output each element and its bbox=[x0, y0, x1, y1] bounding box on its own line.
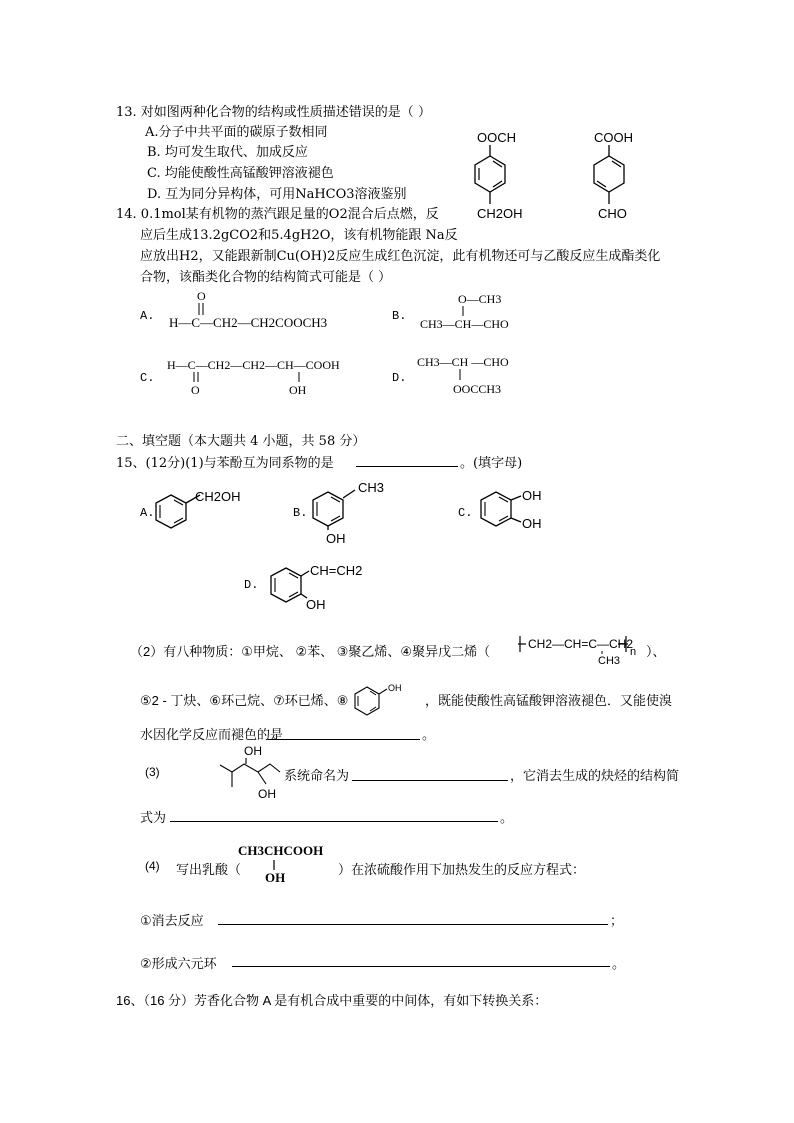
q15-part2-line2b: ，既能使酸性高锰酸钾溶液褪色．又能使溴 bbox=[425, 693, 673, 708]
q14-option-c-formula bbox=[165, 355, 375, 400]
section-2-heading: 二、填空题（本大题共 4 小题，共 58 分） bbox=[116, 434, 366, 449]
q14-option-a-formula bbox=[165, 287, 365, 335]
q15-lactic-oh: OH bbox=[265, 870, 286, 885]
q14-d-chain: CH3—CH —CHO bbox=[417, 355, 509, 369]
q15-part4-a-end: ； bbox=[610, 913, 624, 928]
q15-part2-answer-blank[interactable] bbox=[268, 739, 420, 740]
q14-d-substituent: OOCCH3 bbox=[453, 382, 502, 396]
q15-option-c-label: C. bbox=[458, 506, 473, 520]
q13-option-c: C. 均能使酸性高锰酸钾溶液褪色 bbox=[147, 166, 334, 181]
q15-part4-b-blank[interactable] bbox=[232, 966, 610, 967]
q15-polymer-chain: CH2—CH=C—CH2 bbox=[528, 637, 634, 651]
q15-d-hydroxyl: OH bbox=[306, 597, 326, 612]
q14-c-hydroxyl: OH bbox=[289, 383, 307, 397]
q15-c-hydroxyl-2: OH bbox=[522, 516, 542, 531]
q13-structure-1 bbox=[455, 128, 535, 228]
q15-option-c-structure bbox=[478, 486, 568, 541]
q15-part3-oh-bottom: OH bbox=[258, 787, 276, 801]
q15-option-b-structure bbox=[310, 478, 400, 548]
q14-b-top: O—CH3 bbox=[458, 292, 502, 306]
q15-phenol-structure bbox=[355, 679, 415, 719]
q15-part1-answer-blank[interactable] bbox=[356, 466, 458, 467]
q14-option-c-label: C. bbox=[140, 371, 155, 385]
q15-part4-text2: ）在浓硫酸作用下加热发生的反应方程式： bbox=[338, 862, 586, 877]
q14-line-4: 合物，该酯类化合物的结构简式可能是（ ） bbox=[140, 270, 392, 285]
q15-part3-line2-end: 。 bbox=[500, 810, 514, 825]
q15-option-b-label: B. bbox=[293, 506, 308, 520]
q14-line-3: 应放出H2，又能跟新制Cu(OH)2反应生成红色沉淀，此有机物还可与乙酸反应生成酯类化 bbox=[140, 249, 661, 264]
q15-part4-a-blank[interactable] bbox=[218, 924, 608, 925]
q14-line-1: 14. 0.1mol某有机物的蒸汽跟足量的O2混合后点燃，反 bbox=[116, 207, 439, 222]
q13-mol2-bottom: CHO bbox=[598, 206, 627, 221]
q14-option-a-label: A. bbox=[140, 309, 155, 323]
q15-part2-line3: 水因化学反应而褪色的是 bbox=[140, 727, 284, 742]
q15-option-d-structure bbox=[264, 560, 384, 620]
q13-structure-2 bbox=[580, 128, 660, 228]
q15-part2-line1-end: ）、 bbox=[646, 644, 666, 659]
q15-part1: 15、(12分)(1)与苯酚互为同系物的是 bbox=[116, 456, 334, 471]
q13-stem: 13. 对如图两种化合物的结构或性质描述错误的是（ ） bbox=[116, 105, 431, 120]
q14-b-chain: CH3—CH—CHO bbox=[420, 317, 509, 331]
q14-c-oxygen: O bbox=[191, 383, 200, 397]
q13-mol1-bottom: CH2OH bbox=[477, 206, 523, 221]
q15-option-d-label: D. bbox=[244, 578, 259, 592]
q14-option-d-label: D. bbox=[392, 371, 407, 385]
q15-lactic-formula: CH3CHCOOH bbox=[238, 843, 324, 858]
q16-text: 16、（16 分）芳香化合物 A 是有机合成中重要的中间体，有如下转换关系： bbox=[116, 993, 548, 1008]
q15-a-substituent: CH2OH bbox=[195, 489, 241, 504]
q15-part2-line3-end: 。 bbox=[422, 727, 436, 742]
q15-d-vinyl: CH=CH2 bbox=[310, 563, 363, 578]
q15-part4-b: ②形成六元环 bbox=[140, 956, 217, 971]
q15-part2-line1: （2）有八种物质：①甲烷、 ②苯、 ③聚乙烯、④聚异戊二烯（ bbox=[130, 644, 491, 659]
q15-b-methyl: CH3 bbox=[358, 480, 385, 495]
q15-part4-b-end: 。 bbox=[612, 956, 626, 971]
q15-part2-line2a: ⑤2 - 丁炔、⑥环己烷、⑦环已烯、⑧ bbox=[140, 693, 349, 708]
q15-option-a-structure bbox=[155, 485, 255, 535]
q15-part3-diol-structure bbox=[218, 742, 288, 804]
q15-b-hydroxyl: OH bbox=[326, 531, 346, 546]
q15-phenol-oh: OH bbox=[388, 683, 402, 693]
q15-polymer-n: n bbox=[630, 646, 637, 658]
q15-polymer-methyl: CH3 bbox=[598, 655, 621, 667]
q14-option-b-formula bbox=[418, 290, 568, 335]
q13-option-a: A.分子中共平面的碳原子数相同 bbox=[145, 125, 328, 140]
q15-polyisoprene-structure bbox=[514, 630, 659, 670]
q15-part3-text2: ，它消去生成的炔烃的结构简 bbox=[510, 768, 680, 783]
q15-part1-end: 。(填字母) bbox=[460, 456, 523, 471]
q15-part3-number: (3) bbox=[145, 765, 160, 779]
q15-part4-a: ①消去反应 bbox=[140, 913, 204, 928]
q13-mol2-top: COOH bbox=[594, 130, 633, 145]
q14-a-chain: H—C—CH2—CH2COOCH3 bbox=[169, 315, 328, 330]
q15-lactic-acid-structure bbox=[236, 840, 346, 886]
q15-part3-structure-blank[interactable] bbox=[170, 821, 498, 822]
q14-line-2: 应后生成13.2gCO2和5.4gH2O，该有机物能跟 Na反 bbox=[140, 228, 458, 243]
q13-option-b: B. 均可发生取代、加成反应 bbox=[147, 145, 308, 160]
q13-mol1-top: OOCH bbox=[477, 130, 516, 145]
q15-part3-name-blank[interactable] bbox=[352, 780, 508, 781]
q15-option-a-label: A. bbox=[140, 506, 155, 520]
q14-option-b-label: B. bbox=[392, 309, 407, 323]
q14-option-d-formula bbox=[415, 352, 565, 400]
q14-a-oxygen: O bbox=[197, 289, 206, 303]
q15-part3-oh-top: OH bbox=[244, 744, 262, 758]
q15-part3-text: 系统命名为 bbox=[284, 768, 350, 783]
q15-part4-number: (4) bbox=[145, 859, 160, 873]
q15-part3-line2: 式为 bbox=[140, 810, 167, 825]
q15-part4-text: 写出乳酸（ bbox=[176, 862, 242, 877]
q15-c-hydroxyl-1: OH bbox=[522, 488, 542, 503]
q13-option-d: D. 互为同分异构体，可用NaHCO3溶液鉴别 bbox=[147, 187, 407, 202]
q14-c-chain: H—C—CH2—CH2—CH—COOH bbox=[167, 358, 340, 372]
